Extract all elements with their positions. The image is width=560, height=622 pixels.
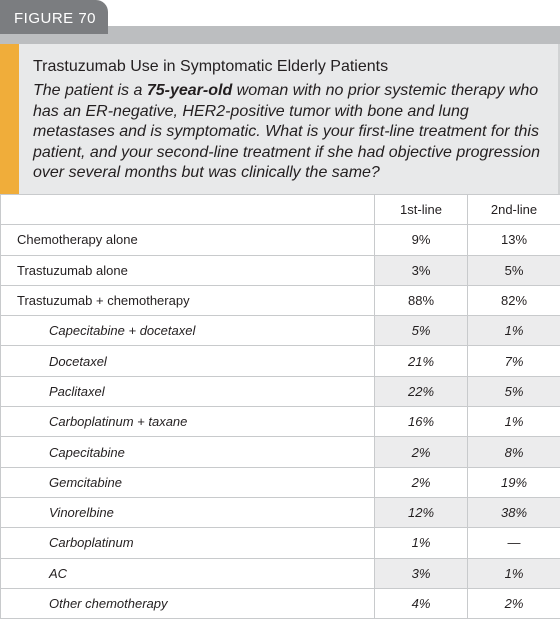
first-line-value: 2%	[375, 467, 468, 497]
table-body	[1, 225, 560, 619]
row-label: Docetaxel	[1, 346, 375, 376]
first-line-value: 16%	[375, 407, 468, 437]
row-label: Trastuzumab + chemotherapy	[1, 285, 375, 315]
column-header-blank	[1, 195, 375, 225]
first-line-value: 88%	[375, 285, 468, 315]
first-line-value: 21%	[375, 346, 468, 376]
second-line-value: 19%	[468, 467, 560, 497]
accent-bar	[0, 44, 19, 194]
table-row	[1, 528, 560, 558]
table-row	[1, 255, 560, 285]
second-line-value: 7%	[468, 346, 560, 376]
row-label: Gemcitabine	[1, 467, 375, 497]
question-before: The patient is a	[33, 82, 147, 99]
row-label: Vinorelbine	[1, 497, 375, 527]
second-line-value: 5%	[468, 376, 560, 406]
column-header-first-line: 1st-line	[375, 195, 468, 225]
table-row	[1, 285, 560, 315]
question-after: woman with no prior systemic therapy who has an ER-negative, HER2-positive tumor with bone and lung metastases and is symptomatic. What is your first-line treatment for this patient, and your second-line treatment if she had objective progression over several months but was clinically the same?	[33, 82, 540, 181]
row-label: Capecitabine + docetaxel	[1, 316, 375, 346]
first-line-value: 2%	[375, 437, 468, 467]
second-line-value: 1%	[468, 558, 560, 588]
results-table	[0, 194, 560, 619]
table-row	[1, 316, 560, 346]
table-row	[1, 588, 560, 618]
second-line-value: 8%	[468, 437, 560, 467]
second-line-value: 13%	[468, 225, 560, 255]
question-text	[33, 81, 543, 184]
row-label: Carboplatinum + taxane	[1, 407, 375, 437]
second-line-value: —	[468, 528, 560, 558]
first-line-value: 9%	[375, 225, 468, 255]
row-label: AC	[1, 558, 375, 588]
column-header-second-line: 2nd-line	[468, 195, 560, 225]
table-row	[1, 497, 560, 527]
table-row	[1, 437, 560, 467]
first-line-value: 4%	[375, 588, 468, 618]
first-line-value: 12%	[375, 497, 468, 527]
second-line-value: 82%	[468, 285, 560, 315]
first-line-value: 5%	[375, 316, 468, 346]
first-line-value: 3%	[375, 558, 468, 588]
table-row	[1, 346, 560, 376]
second-line-value: 2%	[468, 588, 560, 618]
row-label: Chemotherapy alone	[1, 225, 375, 255]
figure-tab	[0, 0, 108, 34]
figure-header	[0, 44, 560, 194]
row-label: Trastuzumab alone	[1, 255, 375, 285]
first-line-value: 22%	[375, 376, 468, 406]
first-line-value: 1%	[375, 528, 468, 558]
row-label: Capecitabine	[1, 437, 375, 467]
question-highlight: 75-year-old	[146, 82, 233, 99]
figure-title: Trastuzumab Use in Symptomatic Elderly Patients	[33, 58, 389, 75]
second-line-value: 38%	[468, 497, 560, 527]
table-row	[1, 376, 560, 406]
second-line-value: 5%	[468, 255, 560, 285]
row-label: Other chemotherapy	[1, 588, 375, 618]
table-row	[1, 225, 560, 255]
table-row	[1, 407, 560, 437]
second-line-value: 1%	[468, 407, 560, 437]
row-label: Carboplatinum	[1, 528, 375, 558]
second-line-value: 1%	[468, 316, 560, 346]
table-row	[1, 558, 560, 588]
first-line-value: 3%	[375, 255, 468, 285]
figure-label: FIGURE 70	[14, 10, 97, 27]
table-row	[1, 467, 560, 497]
row-label: Paclitaxel	[1, 376, 375, 406]
table-header-row	[1, 195, 560, 225]
